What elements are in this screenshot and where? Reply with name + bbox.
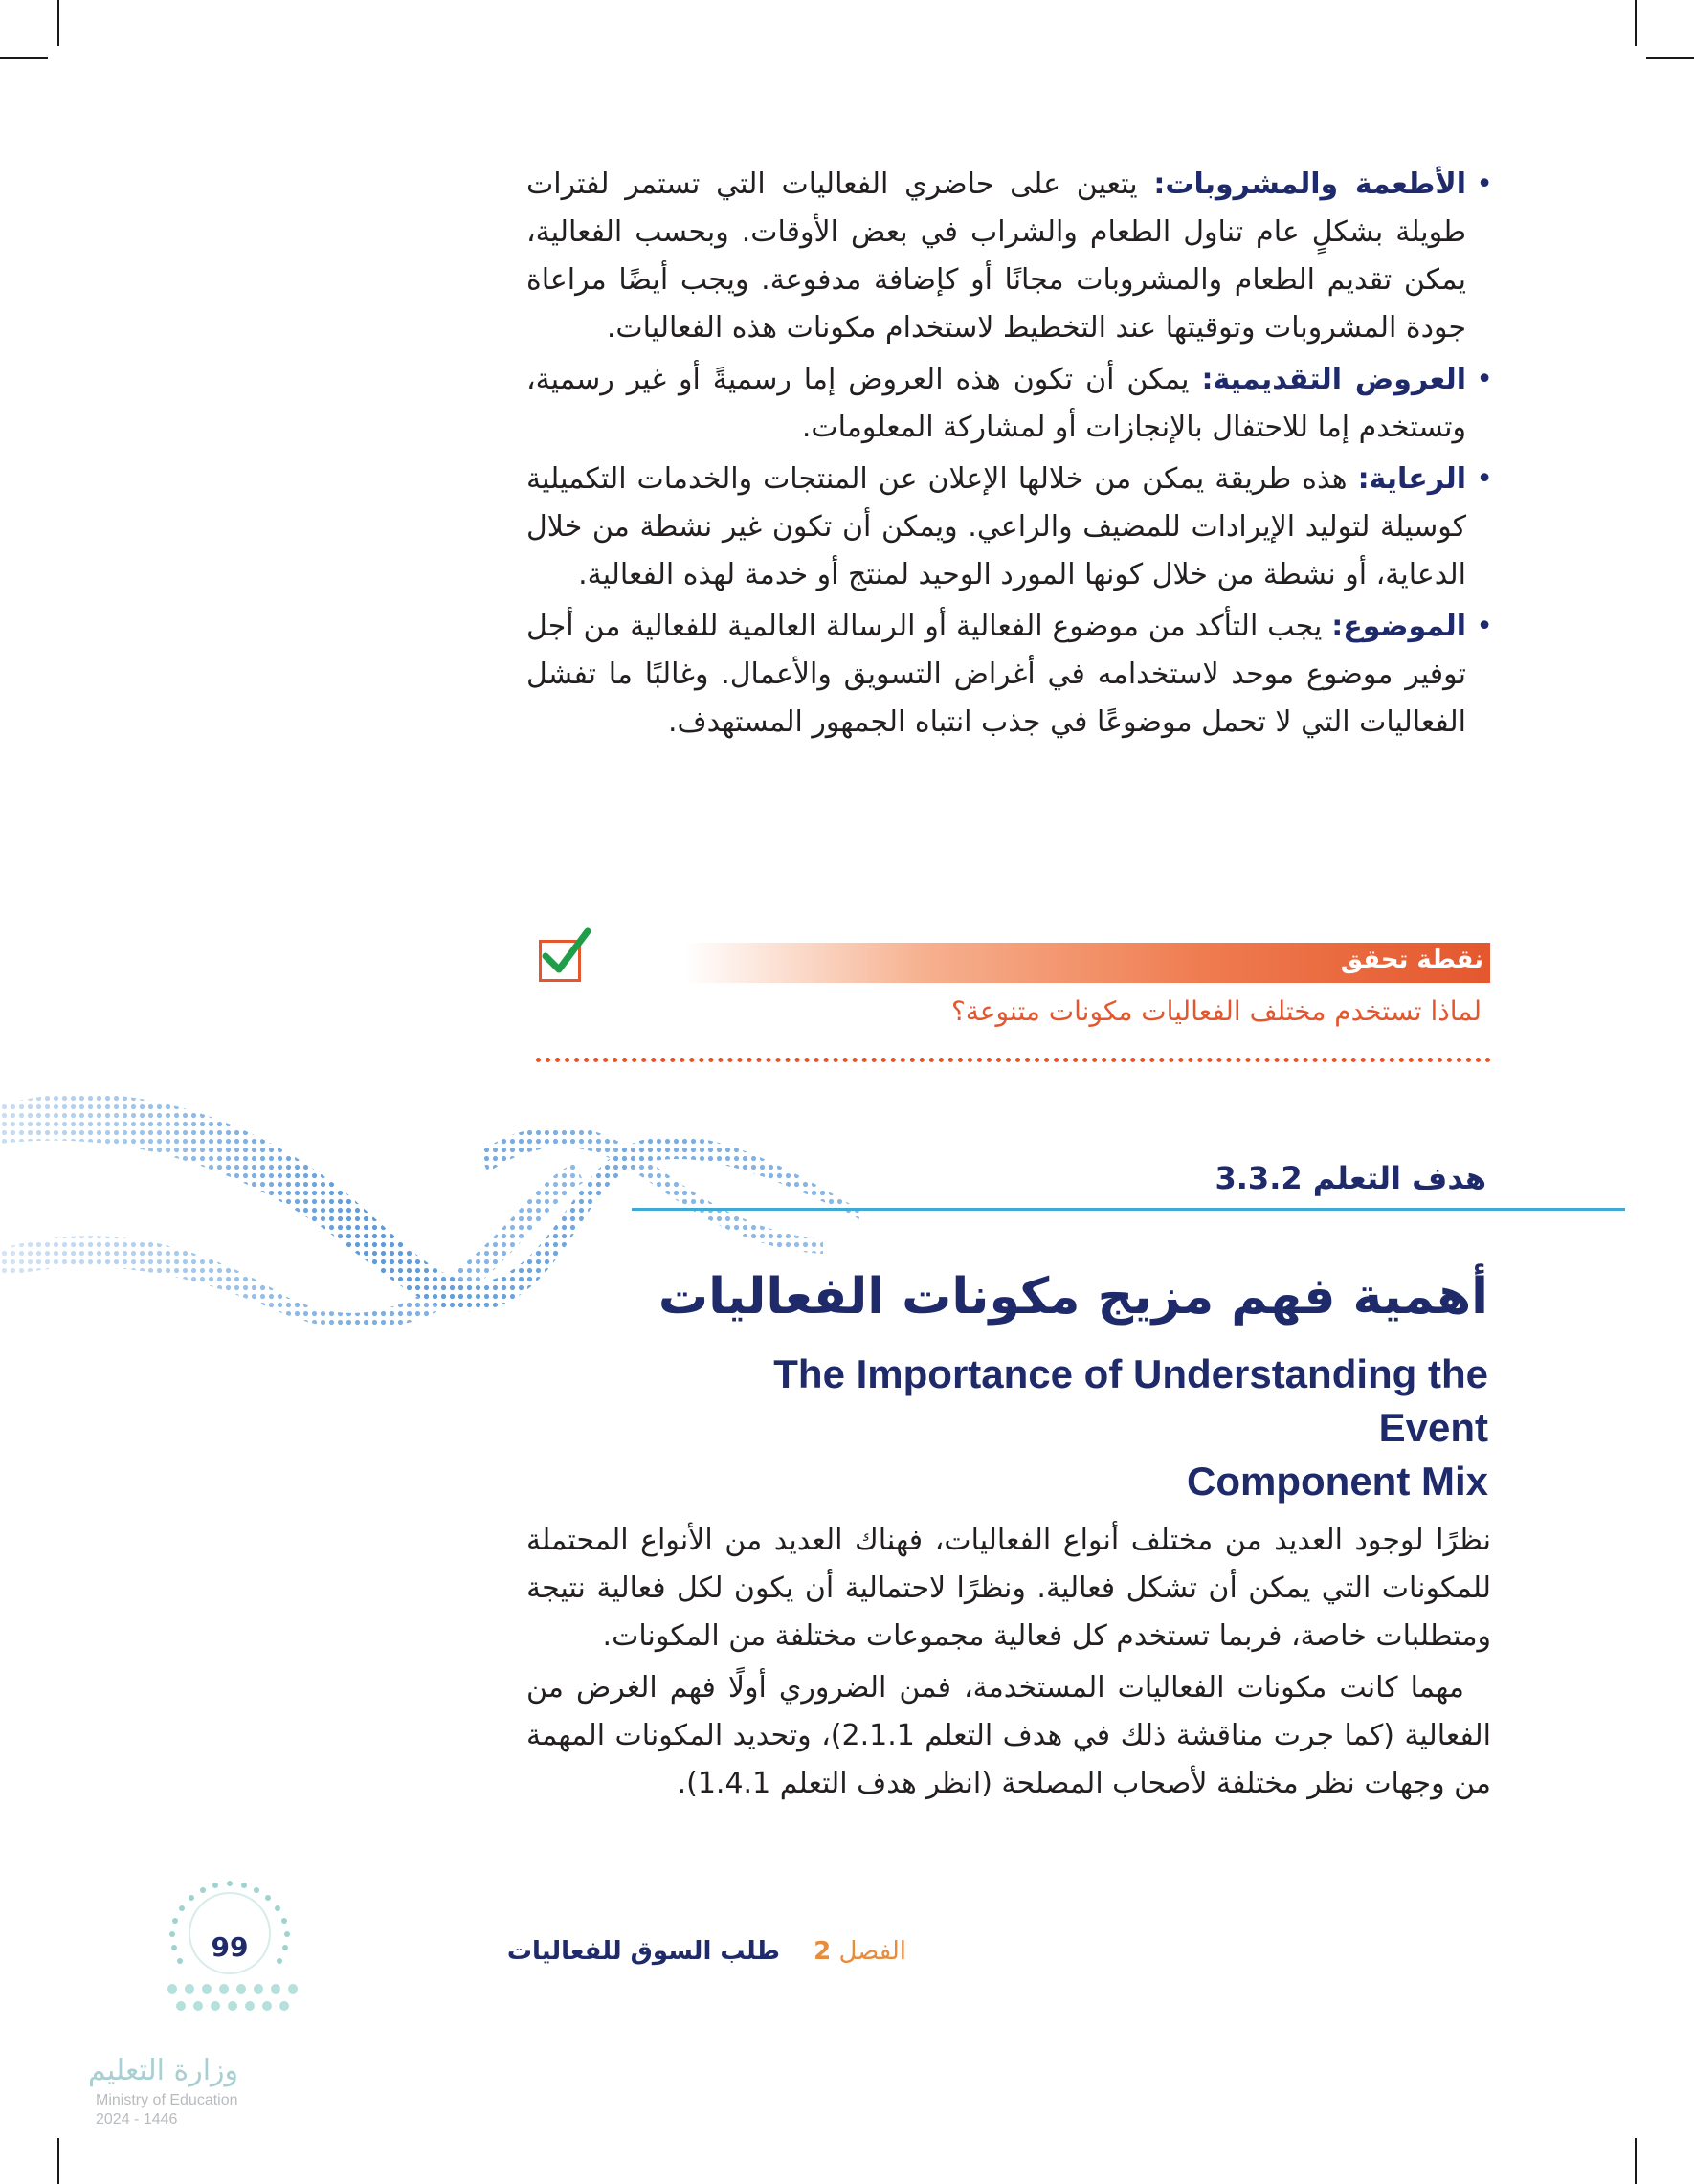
checkpoint-question: لماذا تستخدم مختلف الفعاليات مكونات متنوعة؟ <box>950 995 1482 1027</box>
bullet-list <box>526 161 1493 750</box>
checkbox-icon <box>539 940 581 982</box>
title-english-line: The Importance of Understanding the Event <box>773 1351 1488 1450</box>
checkpoint-label: نقطة تحقق <box>1340 946 1483 974</box>
crop-mark <box>1635 0 1637 46</box>
chapter-number: 2 <box>814 1937 832 1966</box>
crop-mark <box>1646 57 1694 59</box>
title-english-line: Component Mix <box>1187 1459 1488 1504</box>
crop-mark <box>0 57 48 59</box>
list-item <box>526 456 1493 599</box>
section-title-english <box>761 1348 1488 1508</box>
paragraph: نظرًا لوجود العديد من مختلف أنواع الفعاليات، فهناك العديد من الأنواع المحتملة للمكونات التي يمكن أن تشكل فعالية. ونظرًا لاحتمالية أن يكون لكل فعالية نتيجة ومتطلبات خاصة، فربما تستخدم كل فعالية مجموعات مختلفة من المكونات. <box>526 1524 1491 1653</box>
page-number: 99 <box>211 1931 249 1963</box>
bullet-term: العروض التقديمية: <box>1201 363 1466 396</box>
ministry-name-english: Ministry of Education <box>96 2092 238 2108</box>
list-item <box>526 356 1493 452</box>
page-footer <box>507 1937 906 1966</box>
ministry-name-arabic: وزارة التعليم <box>88 2054 239 2087</box>
learning-objective-label: هدف التعلم 3.3.2 <box>1215 1160 1486 1196</box>
crop-mark <box>57 0 59 46</box>
bullet-term: الرعاية: <box>1357 462 1466 496</box>
bullet-text: يمكن أن تكون هذه العروض إما رسميةً أو غير رسمية، وتستخدم إما للاحتفال بالإنجازات أو لمشاركة المعلومات. <box>526 363 1466 444</box>
crop-mark <box>57 2138 59 2184</box>
section-title-arabic: أهمية فهم مزيج مكونات الفعاليات <box>658 1268 1488 1326</box>
chapter-indicator <box>814 1937 906 1966</box>
chapter-label: الفصل <box>838 1937 906 1966</box>
bullet-text: يتعين على حاضري الفعاليات التي تستمر لفترات طويلة بشكلٍ عام تناول الطعام والشراب في بعض الأوقات. وبحسب الفعالية، يمكن تقديم الطعام والمشروبات مجانًا أو كإضافة مدفوعة. ويجب أيضًا مراعاة جودة المشروبات وتوقيتها عند التخطيط لاستخدام مكونات هذه الفعاليات. <box>526 167 1466 345</box>
checkmark-icon <box>538 925 595 979</box>
bullet-text: يجب التأكد من موضوع الفعالية أو الرسالة العالمية للفعالية من أجل توفير موضوع موحد لاستخدامه في أغراض التسويق والأعمال. وغالبًا ما تفشل الفعاليات التي لا تحمل موضوعًا في جذب انتباه الجمهور المستهدف. <box>526 610 1466 739</box>
objective-divider <box>632 1208 1625 1211</box>
crop-mark <box>1635 2138 1637 2184</box>
list-item <box>526 603 1493 747</box>
chapter-title: طلب السوق للفعاليات <box>506 1937 781 1966</box>
dotted-divider <box>536 1058 1491 1062</box>
bullet-term: الأطعمة والمشروبات: <box>1153 167 1466 201</box>
paragraph: مهما كانت مكونات الفعاليات المستخدمة، فمن الضروري أولًا فهم الغرض من الفعالية (كما جرت مناقشة ذلك في هدف التعلم 2.1.1)، وتحديد المكونات المهمة من وجهات نظر مختلفة لأصحاب المصلحة (انظر هدف التعلم 1.4.1). <box>526 1671 1491 1800</box>
ministry-year: 2024 - 1446 <box>96 2111 178 2128</box>
bullet-text: هذه طريقة يمكن من خلالها الإعلان عن المنتجات والخدمات التكميلية كوسيلة لتوليد الإيرادات للمضيف والراعي. ويمكن أن تكون غير نشطة من خلال الدعاية، أو نشطة من خلال كونها المورد الوحيد لمنتج أو خدمة لهذه الفعالية. <box>526 462 1466 591</box>
bullet-term: الموضوع: <box>1331 610 1466 643</box>
body-text <box>526 1517 1491 1808</box>
list-item <box>526 161 1493 352</box>
